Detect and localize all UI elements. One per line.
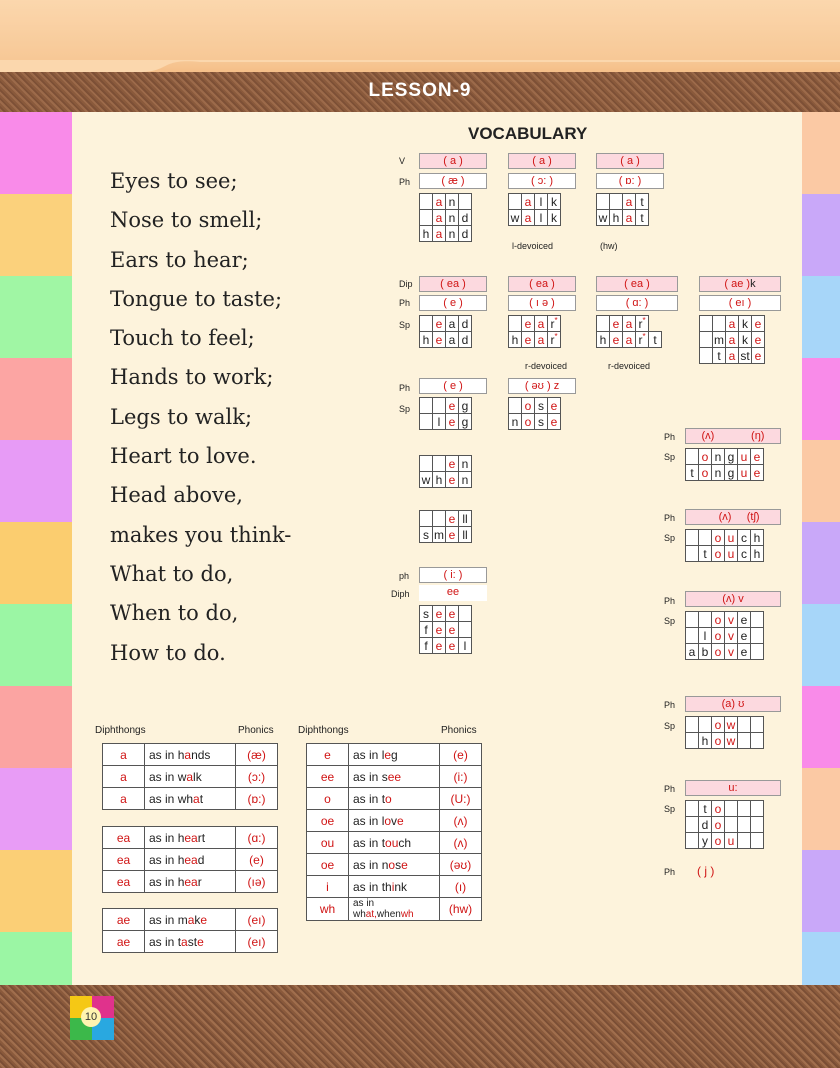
example-cell [145,871,236,893]
spelling-cell: ae [103,931,145,953]
label-ph: Ph [664,867,676,877]
spelling-cell: i [307,876,349,898]
note-hw: (hw) [600,241,618,251]
phonics-row [307,898,482,921]
left-stripe [0,276,72,358]
example-text: v [391,813,398,828]
phonics-row [307,854,482,876]
example-text: t [381,835,386,850]
header-ea3-ph: ( ɑ: ) [596,295,678,311]
example-cell [349,854,440,876]
poem-line: When to do, [110,601,239,626]
right-stripe [802,850,840,932]
poem-line: Hands to work; [110,365,274,390]
header-how-ph [685,696,781,712]
example-focus: ea [184,830,198,845]
phonics-cell: (ɑ:) [236,827,278,849]
word-grid-nose: o s e n o s e [508,397,561,430]
example-text: s [381,769,388,784]
left-stripe [0,686,72,768]
example-text: w [177,769,187,784]
word-grid-to: t o d o y o u [685,800,764,849]
example-text: r [197,874,202,889]
left-stripe [0,768,72,850]
phonics-cell: (ı) [440,876,482,898]
example-text: wh [177,791,194,806]
phonics-table [102,743,278,810]
word-grid-hand: a n a n d h a n d [419,193,472,242]
love-ph: (ʌ) [722,593,736,605]
label-sp: Sp [399,320,411,330]
poem-line: How to do. [110,640,226,665]
example-text: as in [149,830,178,845]
right-stripe [802,768,840,850]
example-text: as in [149,874,178,889]
example-cell [145,909,236,931]
header-ea2-v: ( ea ) [508,276,576,292]
example-text: th [381,879,392,894]
touch-ph1: (ʌ) [718,511,732,523]
example-text: as in [353,813,382,828]
spelling-cell: a [103,766,145,788]
example-cell [349,744,440,766]
phonics-row [307,876,482,898]
example-text: wh [353,909,366,920]
example-focus: o [385,791,392,806]
spelling-cell: ou [307,832,349,854]
word-grid-smell: e ll s m e ll [419,510,472,543]
phonics-cell: (e) [236,849,278,871]
example-cell [349,766,440,788]
label-ph: Ph [664,596,676,606]
word-grid-hear: e a r* h e a r* [508,315,561,348]
example-text: as in [353,879,382,894]
header-ea1-ph: ( e ) [419,295,487,311]
spelling-cell: a [103,788,145,810]
example-cell [145,849,236,871]
left-header-diphthongs: Diphthongs [95,725,146,736]
right-stripe [802,440,840,522]
phonics-row [307,810,482,832]
spelling-cell: e [307,744,349,766]
left-stripe [0,440,72,522]
example-cell [349,832,440,854]
example-text: rt [197,830,206,845]
example-focus: wh [400,909,414,920]
phonics-row [103,849,278,871]
poem-line: Touch to feel; [110,326,255,351]
example-text: as in [353,835,382,850]
label-ph: Ph [399,383,411,393]
header-a2-ph: ( ɔ: ) [508,173,576,189]
phonics-table [102,908,278,953]
left-header-phonics: Phonics [238,725,274,736]
phonics-cell: (ɒ:) [236,788,278,810]
header-ae-ph: ( eı ) [699,295,781,311]
right-stripe [802,686,840,768]
poem-line: Head above, [110,483,243,508]
example-cell [145,788,236,810]
right-stripe [802,932,840,987]
poem-line: Tongue to taste; [110,286,283,311]
example-text: as in [149,791,178,806]
spelling-cell: oe [307,854,349,876]
example-text: as in [353,769,382,784]
label-sp: Sp [664,533,676,543]
label-sp: Sp [664,721,676,731]
example-text: ch [398,835,412,850]
poem-line: Legs to walk; [110,404,253,429]
right-stripe [802,112,840,194]
example-focus: a [187,912,195,927]
example-focus: o [384,813,392,828]
example-text: as in [353,747,382,762]
header-a3-ph: ( ɒ: ) [596,173,664,189]
left-stripe [0,932,72,987]
ow-u: ʊ [738,698,745,710]
example-cell [145,744,236,766]
phonics-cell: (eı) [236,931,278,953]
phonics-cell: (i:) [440,766,482,788]
poem-line: makes you think- [110,522,292,547]
example-text: as in [353,791,382,806]
example-cell [349,788,440,810]
touch-ph2: (tʃ) [746,511,760,523]
example-focus: a [184,747,192,762]
note-r-devoiced: r-devoiced [608,361,651,371]
phonics-row [103,766,278,788]
left-stripe [0,850,72,932]
word-grid-walk: a l k w a l k [508,193,561,226]
right-stripe [802,604,840,686]
ae-letters: ( ae ) [724,278,751,290]
phonics-cell: (ʌ) [440,810,482,832]
poem-line: Heart to love. [110,444,257,469]
phonics-cell: (hw) [440,898,482,921]
right-stripe [802,194,840,276]
spelling-cell: oe [307,810,349,832]
example-cell [349,810,440,832]
header-ea3-v: ( ea ) [596,276,678,292]
label-ph: Ph [664,700,676,710]
label-diph: Diph [391,589,410,599]
phonics-cell: (æ) [236,744,278,766]
label-sp: Sp [664,452,676,462]
lesson-title: LESSON-9 [368,80,472,101]
example-text: nds [191,747,211,762]
example-text: h [177,830,185,845]
header-ee-ph: ( i: ) [419,567,487,583]
spelling-cell: wh [307,898,349,921]
poem-line: Eyes to see; [110,169,238,193]
right-stripe [802,276,840,358]
left-stripe [0,112,72,194]
example-cell [145,827,236,849]
o-ph-text: ( əʊ ) [524,380,551,392]
example-focus: ea [184,852,198,867]
spelling-cell: o [307,788,349,810]
word-grid-love: o v e l o v e a b o v e [685,611,764,660]
right-header-phonics: Phonics [441,725,477,736]
word-grid-see: s e e f e e f e e l [419,605,472,654]
example-focus: e [200,912,208,927]
header-u-ph: u: [685,780,781,796]
example-text: s [395,857,402,872]
phonics-row [307,766,482,788]
example-text: as in [149,769,178,784]
header-ae-v [699,276,781,292]
poem-line: What to do, [110,561,234,586]
right-stripe [802,358,840,440]
phonics-row [103,744,278,766]
header-ee-diph: ee [419,585,487,601]
phonics-row [307,788,482,810]
label-ph: Ph [664,784,676,794]
phonics-cell: (ɔ:) [236,766,278,788]
spelling-cell: ea [103,849,145,871]
poem-line: Ears to hear; [110,247,249,272]
header-a1-v: ( a ) [419,153,487,169]
word-grid-what: a t w h a t [596,193,649,226]
header-a2-v: ( a ) [508,153,576,169]
example-text: when [376,909,401,920]
spelling-cell: ea [103,871,145,893]
phonics-cell: (ıə) [236,871,278,893]
example-text: h [177,874,185,889]
header-o-ph [508,378,576,394]
example-focus: a [193,791,200,806]
label-sp: Sp [399,404,411,414]
phonics-cell: (U:) [440,788,482,810]
word-grid-touch: o u c h t o u c h [685,529,764,562]
example-focus: e [197,934,204,949]
example-text: as in [353,857,382,872]
example-focus: a [181,934,188,949]
example-focus: a [186,769,194,784]
ae-k: k [750,278,756,290]
example-text: g [391,747,398,762]
example-cell [145,931,236,953]
label-ph-lower: ph [399,571,410,581]
example-text: l [381,813,385,828]
left-stripe [0,358,72,440]
header-ea1-v: ( ea ) [419,276,487,292]
j-ph: ( j ) [697,864,715,878]
word-grid-heart: e a r* h e a r* t [596,315,662,348]
left-stripe [0,194,72,276]
poem [110,162,291,673]
label-dip: Dip [399,279,413,289]
word-grid-make: a k e m a k e t a st e [699,315,765,364]
example-cell [349,898,440,921]
example-focus: o [388,857,396,872]
tongue-ph1: (ʌ) [701,430,715,442]
example-text: t [381,791,386,806]
right-stripe [802,522,840,604]
left-stripe [0,604,72,686]
header-ea2-ph: ( ı ə ) [508,295,576,311]
example-text: d [197,852,205,867]
header-a3-v: ( a ) [596,153,664,169]
example-text: as in [149,852,178,867]
example-text: h [177,747,185,762]
phonics-row [103,827,278,849]
vocabulary-title: VOCABULARY [468,124,588,143]
bottom-band [0,985,840,1068]
label-v: V [399,156,406,166]
example-text: t [199,791,204,806]
word-grid-head: e a d h e a d [419,315,472,348]
phonics-row [103,871,278,893]
phonics-cell: (ʌ) [440,832,482,854]
example-text: m [177,912,188,927]
example-focus: ou [385,835,399,850]
example-text: as in [149,934,178,949]
label-sp: Sp [664,616,676,626]
example-focus: e [397,813,404,828]
phonics-table [306,743,482,921]
page-number: 10 [81,1007,101,1027]
phonics-table [102,826,278,893]
example-focus: e [384,747,392,762]
spelling-cell: ee [307,766,349,788]
phonics-cell: (əʊ) [440,854,482,876]
ow-ph: (a) [721,698,736,710]
phonics-row [307,744,482,766]
spelling-cell: a [103,744,145,766]
example-focus: ee [387,769,402,784]
note-l-devoiced: l-devoiced [512,241,554,251]
label-ph: Ph [399,177,411,187]
example-text: n [381,857,389,872]
phonics-row [103,788,278,810]
word-grid-how: o w h o w [685,716,764,749]
o-z: z [553,380,560,392]
example-text: l [381,747,385,762]
example-focus: i [391,879,395,894]
example-focus: ea [184,874,198,889]
tongue-ph2: (ŋ) [751,430,765,442]
phonics-cell: (e) [440,744,482,766]
example-cell [349,876,440,898]
header-touch-ph [685,509,781,525]
phonics-cell: (eı) [236,909,278,931]
header-love-ph [685,591,781,607]
love-v: v [738,593,744,605]
left-stripe [0,522,72,604]
label-sp: Sp [664,804,676,814]
example-cell [145,766,236,788]
spelling-cell: ea [103,827,145,849]
word-grid-leg: e g l e g [419,397,472,430]
example-focus: at, [365,909,377,920]
example-text: k [194,912,201,927]
example-focus: e [401,857,408,872]
example-text: as in [353,898,375,909]
label-ph: Ph [664,513,676,523]
header-e-ph: ( e ) [419,378,487,394]
note-r-devoiced: r-devoiced [525,361,568,371]
word-grid-tongue: o n g u e t o n g u e [685,448,764,481]
example-text: lk [193,769,202,784]
example-text: st [187,934,198,949]
label-ph: Ph [664,432,676,442]
example-text: h [177,852,185,867]
example-text: t [177,934,182,949]
example-text: as in [149,912,178,927]
header-a1-ph: ( æ ) [419,173,487,189]
poem-line: Nose to smell; [110,208,263,233]
phonics-row [307,832,482,854]
example-text: as in [149,747,178,762]
right-header-diphthongs: Diphthongs [298,725,349,736]
word-grid-when: e n w h e n [419,455,472,488]
phonics-row [103,931,278,953]
label-ph: Ph [399,298,411,308]
header-tongue-ph [685,428,781,444]
example-text: nk [394,879,408,894]
phonics-row [103,909,278,931]
spelling-cell: ae [103,909,145,931]
